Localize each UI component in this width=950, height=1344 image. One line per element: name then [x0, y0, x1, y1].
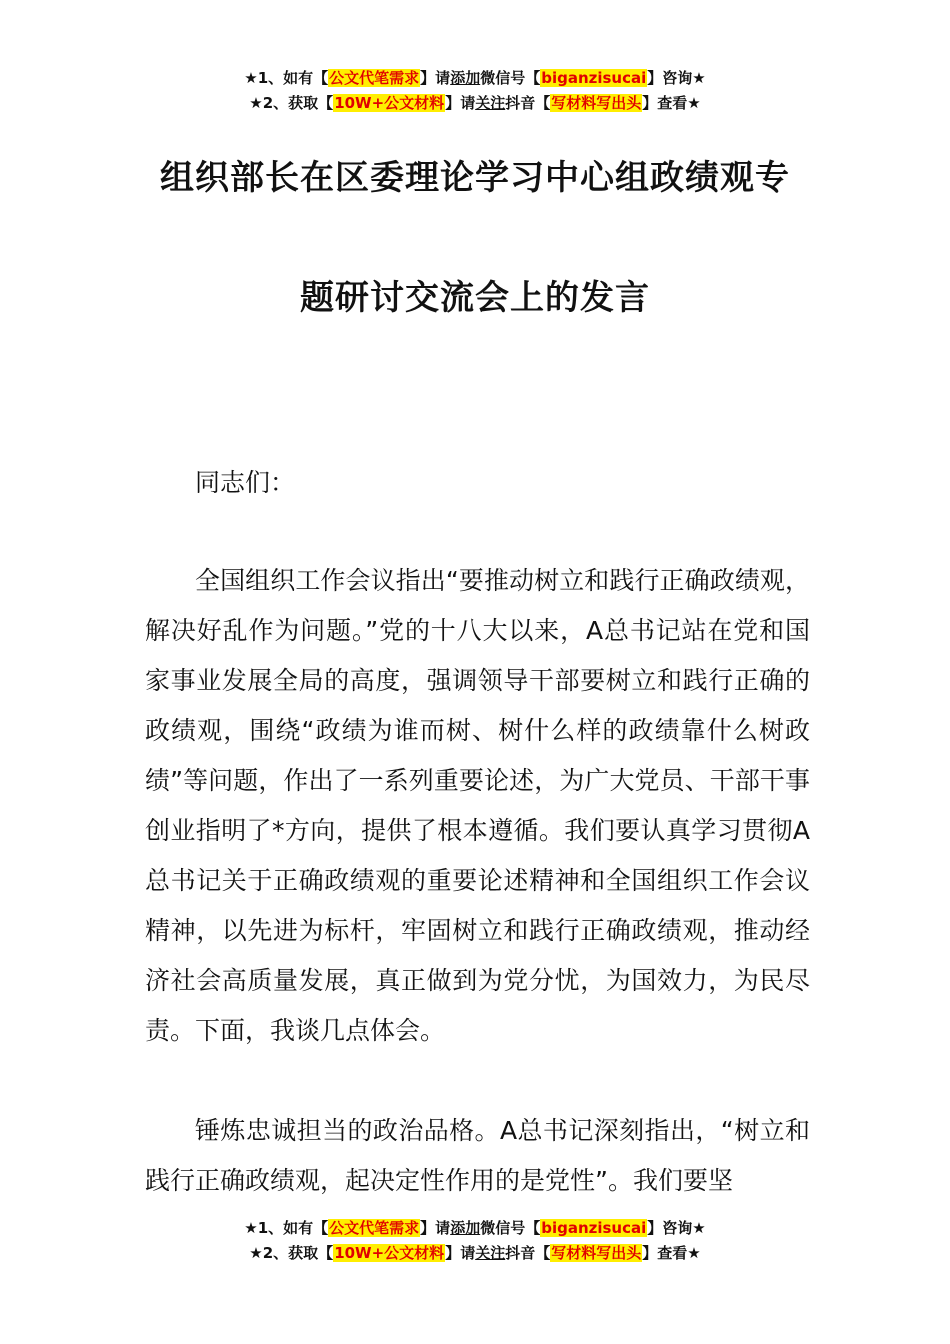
promo-highlight: 10W+公文材料 — [334, 1244, 445, 1262]
promo-highlight: 写材料写出头 — [551, 94, 642, 112]
promo-highlight: 公文代笔需求 — [329, 1219, 420, 1237]
promo-text: 】咨询★ — [647, 1219, 706, 1237]
promo-line-2 — [0, 1241, 950, 1266]
footer-promo-banner — [0, 1216, 950, 1266]
promo-text: 】请 — [420, 69, 451, 87]
promo-text: 】咨询★ — [647, 69, 706, 87]
promo-text: 】请 — [420, 1219, 451, 1237]
promo-text: 微信号【 — [480, 1219, 541, 1237]
promo-highlight: 公文代笔需求 — [329, 69, 420, 87]
promo-text: 抖音【 — [505, 1244, 551, 1262]
promo-text: 】请 — [445, 94, 476, 112]
promo-line-1 — [0, 1216, 950, 1241]
header-promo-banner — [0, 66, 950, 116]
promo-text: ★2、获取【 — [249, 1244, 334, 1262]
promo-underlined: 添加 — [450, 69, 481, 87]
promo-line-1 — [0, 66, 950, 91]
promo-underlined: 关注 — [475, 1244, 506, 1262]
promo-highlight: 10W+公文材料 — [334, 94, 445, 112]
promo-text: ★1、如有【 — [244, 1219, 329, 1237]
promo-highlight: biganzisucai — [541, 69, 647, 87]
promo-highlight: biganzisucai — [541, 1219, 647, 1237]
promo-line-2 — [0, 91, 950, 116]
promo-text: 微信号【 — [480, 69, 541, 87]
promo-text: 】请 — [445, 1244, 476, 1262]
promo-text: 】查看★ — [642, 94, 701, 112]
promo-text: ★1、如有【 — [244, 69, 329, 87]
body-paragraph-1 — [145, 556, 810, 1056]
promo-text: 抖音【 — [505, 94, 551, 112]
promo-underlined: 添加 — [450, 1219, 481, 1237]
document-title-line-2: 题研讨交流会上的发言 — [300, 278, 650, 318]
promo-underlined: 关注 — [475, 94, 506, 112]
document-title-line-1: 组织部长在区委理论学习中心组政绩观专 — [160, 158, 790, 198]
promo-highlight: 写材料写出头 — [551, 1244, 642, 1262]
greeting — [145, 458, 810, 508]
promo-text: ★2、获取【 — [249, 94, 334, 112]
promo-text: 】查看★ — [642, 1244, 701, 1262]
paragraph-text: 锤炼忠诚担当的政治品格。A总书记深刻指出，“树立和践行正确政绩观，起决定性作用的是党性”。我们要坚 — [145, 1116, 810, 1195]
paragraph-text: 全国组织工作会议指出“要推动树立和践行正确政绩观，解决好乱作为问题。”党的十八大以来，A总书记站在党和国家事业发展全局的高度，强调领导干部要树立和践行正确的政绩观，围绕“政绩为谁而树、树什么样的政绩靠什么树政绩”等问题，作出了一系列重要论述，为广大党员、干部干事创业指明了*方向，提供了根本遵循。我们要认真学习贯彻A总书记关于正确政绩观的重要论述精神和全国组织工作会议精神，以先进为标杆，牢固树立和践行正确政绩观，推动经济社会高质量发展，真正做到为党分忧，为国效力，为民尽责。下面，我谈几点体会。 — [145, 566, 810, 1045]
greeting-text: 同志们： — [195, 468, 296, 497]
body-paragraph-2 — [145, 1106, 810, 1206]
